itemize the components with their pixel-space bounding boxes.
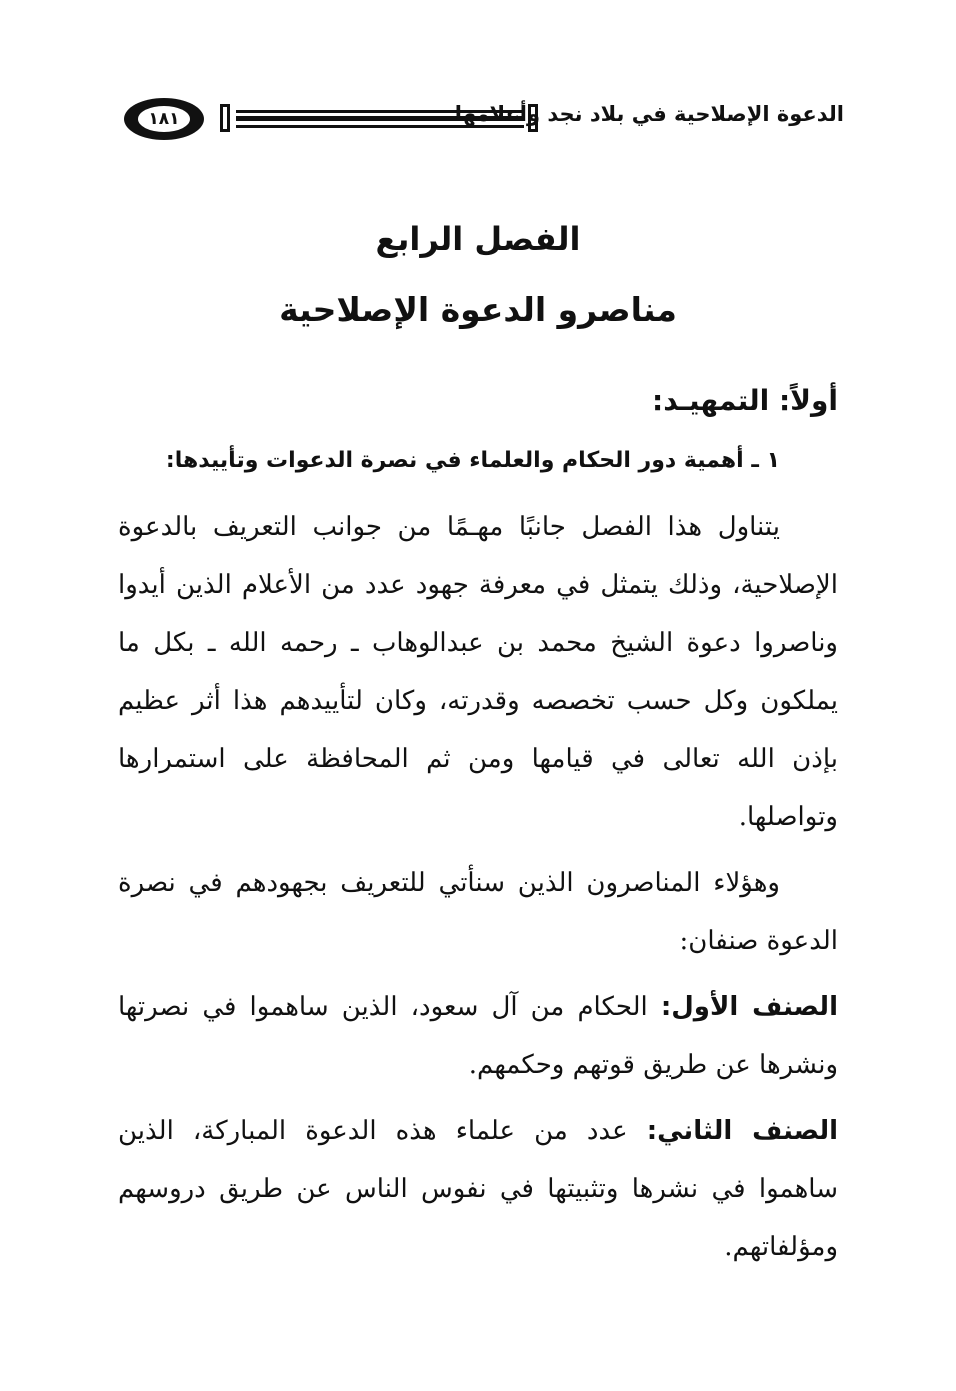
section-subheading: ١ ـ أهمية دور الحكام والعلماء في نصرة الدعوات وتأييدها: — [165, 448, 780, 473]
category-label: الصنف الثاني: — [646, 1116, 838, 1146]
header-ornament-left — [220, 104, 230, 132]
page-number-badge — [124, 98, 204, 140]
running-title: الدعوة الإصلاحية في بلاد نجد وأعلامها — [454, 102, 844, 126]
category-text: عدد من علماء هذه الدعوة المباركة، الذين ساهموا في نشرها وتثبيتها في نفوس الناس عن طريق دروسهم ومؤلفاتهم. — [118, 1116, 838, 1262]
category-item — [118, 978, 838, 1094]
chapter-title: مناصرو الدعوة الإصلاحية — [279, 290, 677, 329]
body-paragraph: وهؤلاء المناصرون الذين سنأتي للتعريف بجهودهم في نصرة الدعوة صنفان: — [118, 868, 838, 956]
body-paragraph: يتناول هذا الفصل جانبًا مهـمًا من جوانب التعريف بالدعوة الإصلاحية، وذلك يتمثل في معرفة جهود عدد من الأعلام الذين أيدوا وناصروا دعوة الشيخ محمد بن عبدالوهاب ـ رحمه الله ـ بكل ما يملكون وكل حسب تخصصه وقدرته، وكان لتأييدهم هذا أثر عظيم بإذن الله تعالى في قيامها ومن ثم المحافظة على استمرارها وتواصلها. — [118, 512, 838, 832]
category-label: الصنف الأول: — [660, 992, 838, 1022]
page-body — [118, 372, 838, 1284]
page-header — [124, 96, 844, 144]
category-item — [118, 1102, 838, 1276]
section-heading: أولاً: التمهيـد: — [652, 384, 838, 417]
category-text: الحكام من آل سعود، الذين ساهموا في نصرتها ونشرها عن طريق قوتهم وحكمهم. — [118, 992, 838, 1080]
chapter-number: الفصل الرابع — [375, 220, 581, 258]
page-number: ١٨١ — [138, 106, 190, 132]
